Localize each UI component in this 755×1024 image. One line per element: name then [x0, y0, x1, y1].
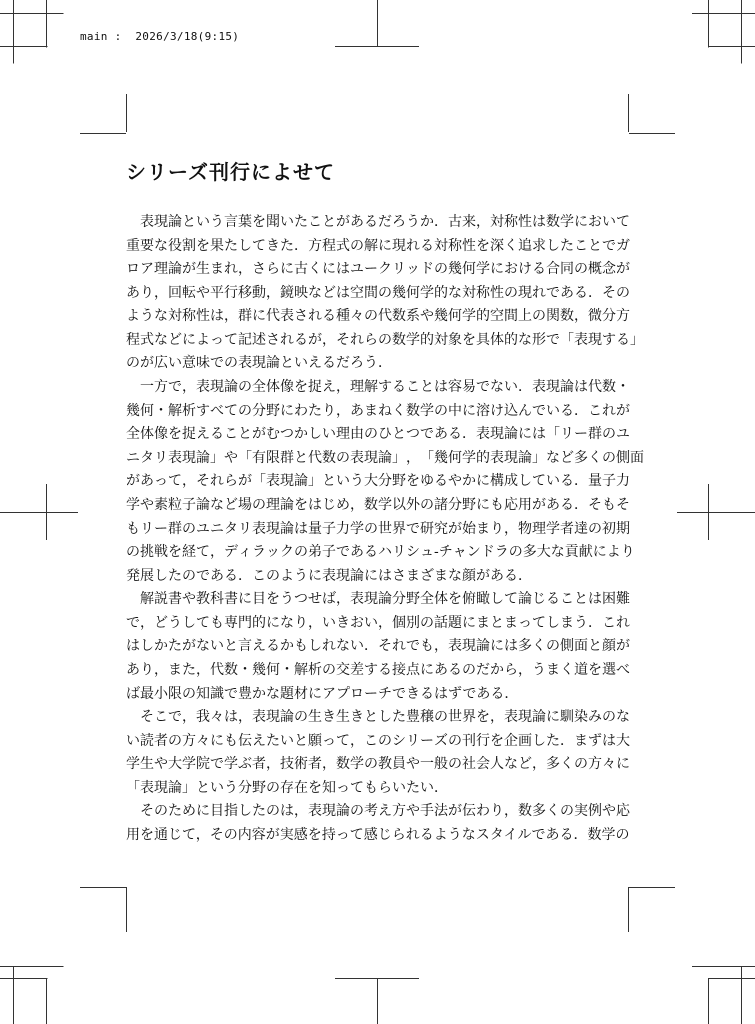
text-line: 学 生 や 大 学 院 で 学 ぶ 者 ， 技 術 者 ， 数 学 の 教 員 や 一 般 の 社 会 人 な ど ， 多 く の 方 々 に: [126, 756, 630, 773]
text-line: 学 や 素 粒 子 論 な ど 場 の 理 論 を は じ め ， 数 学 以 外 の 諸 分 野 に も 応 用 が あ る ． そ も そ: [126, 496, 630, 513]
text-line: 全 体 像 を 捉 え る こ と が む つ か し い 理 由 の ひ と つ で あ る ． 表 現 論 に は 「 リ ー 群 の ユ: [126, 426, 630, 443]
text-line: 表 現 論 と い う 言 葉 を 聞 い た こ と が あ る だ ろ う か ． 古 来 ， 対 称 性 は 数 学 に お い て: [140, 214, 630, 230]
section-title: シリーズ刊行によせて: [126, 160, 335, 184]
text-line: は し か た が な い と 言 え る か も し れ な い ． そ れ で も ， 表 現 論 に は 多 く の 側 面 と 顔 が: [126, 638, 630, 655]
text-line: よ う な 対 称 性 は ， 群 に 代 表 さ れ る 種 々 の 代 数 系 や 幾 何 学 的 空 間 上 の 関 数 ， 微 分 方: [126, 308, 630, 325]
text-line: 解 説 書 や 教 科 書 に 目 を う つ せ ば ， 表 現 論 分 野 全 体 を 俯 瞰 し て 論 じ る こ と は 困 難: [140, 591, 630, 608]
text-line: のが広い意味での表現論といえるだろう．: [126, 355, 392, 372]
text-line: 「表現論」という分野の存在を知ってもらいたい．: [126, 779, 448, 796]
text-line: で ， ど う し て も 専 門 的 に な り ， い き お い ， 個 別 の 話 題 に ま と ま っ て し ま う ． こ れ: [126, 614, 630, 631]
text-line: 用を通じて，その内容が実感を持って感じられるようなスタイルである．数学の: [126, 827, 630, 844]
text-line: が あ っ て ， そ れ ら が 「 表 現 論 」 と い う 大 分 野 を ゆ る や か に 構 成 し て い る ． 量 子 力: [126, 473, 630, 490]
text-line: 幾 何 ・ 解 析 す べ て の 分 野 に わ た り ， あ ま ね く 数 学 の 中 に 溶 け 込 ん で い る ． こ れ が: [126, 402, 630, 419]
text-line: あ り ， 回 転 や 平 行 移 動 ， 鏡 映 な ど は 空 間 の 幾 何 学 的 な 対 称 性 の 現 れ で あ る ． そ の: [126, 284, 630, 301]
body-text: [126, 211, 644, 848]
text-line: あ り ， ま た ， 代 数 ・ 幾 何 ・ 解 析 の 交 差 す る 接 点 に あ る の だ か ら ， う ま く 道 を 選 べ: [126, 661, 630, 678]
text-line: ロ ア 理 論 が 生 ま れ ， さ ら に 古 く に は ユ ー ク リ ッ ド の 幾 何 学 に お け る 合 同 の 概 念 が: [126, 261, 630, 278]
text-line: い 読 者 の 方 々 に も 伝 え た い と 願 っ て ， こ の シ リ ー ズ の 刊 行 を 企 画 し た ． ま ず は 大: [126, 732, 630, 749]
text-line: ば最小限の知識で豊かな題材にアプローチできるはずである．: [126, 685, 519, 702]
text-line: そ こ で ， 我 々 は ， 表 現 論 の 生 き 生 き と し た 豊 穣 の 世 界 を ， 表 現 論 に 馴 染 み の な: [140, 709, 630, 726]
running-header: main : 2026/3/18(9:15): [80, 30, 240, 43]
text-line: そ の た め に 目 指 し た の は ， 表 現 論 の 考 え 方 や 手 法 が 伝 わ り ， 数 多 く の 実 例 や 応: [140, 803, 630, 820]
text-line: 重 要 な 役 割 を 果 た し て き た ． 方 程 式 の 解 に 現 れ る 対 称 性 を 深 く 追 求 し た こ と で ガ: [126, 237, 630, 254]
text-line: 発展したのである．このように表現論にはさまざまな顔がある．: [126, 567, 532, 584]
text-line: 一 方 で ， 表 現 論 の 全 体 像 を 捉 え ， 理 解 す る こ と は 容 易 で な い ． 表 現 論 は 代 数 ・: [140, 379, 630, 396]
text-line: の 挑 戦 を 経 て ， デ ィ ラ ッ ク の 弟 子 で あ る ハ リ シ ュ - チ ャ ン ド ラ の 多 大 な 貢 献 に よ り: [126, 544, 635, 561]
text-line: 程 式 な ど に よ っ て 記 述 さ れ る が ， そ れ ら の 数 学 的 対 象 を 具 体 的 な 形 で 「 表 現 す る 」: [126, 331, 644, 348]
text-line: ニ タ リ 表 現 論 」 や 「 有 限 群 と 代 数 の 表 現 論 」 ， 「 幾 何 学 的 表 現 論 」 な ど 多 く の 側 面: [126, 449, 644, 466]
text-line: も リ ー 群 の ユ ニ タ リ 表 現 論 は 量 子 力 学 の 世 界 で 研 究 が 始 ま り ， 物 理 学 者 達 の 初 期: [126, 520, 630, 537]
